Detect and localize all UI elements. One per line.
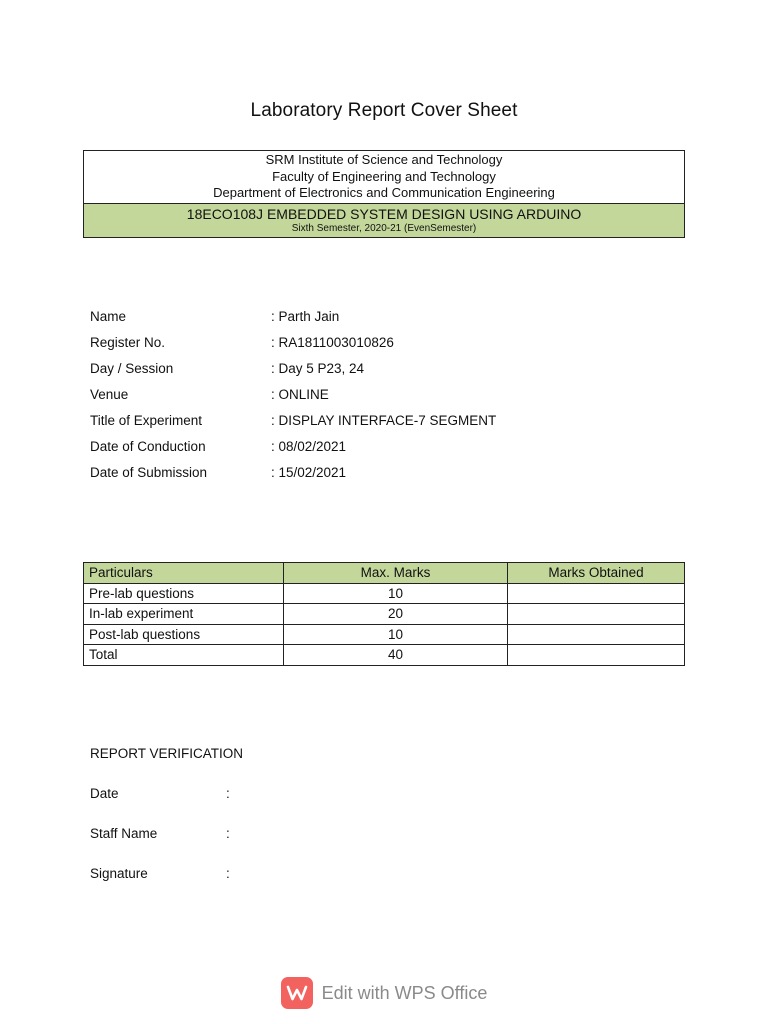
marks-obtained-cell: [508, 604, 685, 625]
verification-row-signature: [90, 866, 490, 886]
particulars-cell: Post-lab questions: [84, 624, 284, 645]
max-marks-cell: 40: [284, 645, 508, 666]
info-value: : ONLINE: [271, 386, 329, 402]
table-row: [84, 645, 685, 666]
info-row-register-no: [90, 329, 690, 355]
info-value: : 08/02/2021: [271, 438, 347, 454]
table-row: [84, 604, 685, 625]
department-name: Department of Electronics and Communication Engineering: [213, 185, 555, 200]
info-label: Name: [90, 308, 127, 324]
max-marks-cell: 20: [284, 604, 508, 625]
report-verification: [90, 746, 490, 886]
faculty-name: Faculty of Engineering and Technology: [272, 168, 496, 184]
table-row: [84, 583, 685, 604]
marks-table: [83, 562, 685, 666]
info-label: Date of Submission: [90, 464, 208, 480]
info-row-date-of-submission: [90, 459, 690, 485]
course-banner: [84, 203, 684, 237]
column-header-max-marks: Max. Marks: [284, 563, 508, 584]
wps-logo-icon[interactable]: [281, 977, 313, 1009]
institution-info: [84, 151, 684, 203]
marks-obtained-cell: [508, 624, 685, 645]
info-value: : DISPLAY INTERFACE-7 SEGMENT: [271, 412, 497, 428]
info-value: : RA1811003010826: [271, 334, 394, 350]
verification-label: Staff Name: [90, 826, 158, 841]
semester-label: Sixth Semester, 2020-21 (EvenSemester): [291, 222, 477, 234]
particulars-cell: Total: [84, 645, 284, 666]
table-row: [84, 624, 685, 645]
verification-label: Date: [90, 786, 119, 801]
info-label: Title of Experiment: [90, 412, 203, 428]
verification-row-staff-name: [90, 826, 490, 846]
student-info: [90, 303, 690, 485]
verification-label: Signature: [90, 866, 148, 881]
info-label: Register No.: [90, 334, 166, 350]
max-marks-cell: 10: [284, 583, 508, 604]
course-title: 18ECO108J EMBEDDED SYSTEM DESIGN USING ARDUINO: [186, 205, 582, 222]
column-header-marks-obtained: Marks Obtained: [508, 563, 685, 584]
info-value: : 15/02/2021: [271, 464, 347, 480]
verification-row-date: [90, 786, 490, 806]
info-label: Date of Conduction: [90, 438, 206, 454]
info-row-title-of-experiment: [90, 407, 690, 433]
info-value: : Parth Jain: [271, 308, 340, 324]
info-row-name: [90, 303, 690, 329]
verification-heading: REPORT VERIFICATION: [90, 746, 244, 761]
verification-colon: :: [226, 826, 230, 841]
table-header-row: [84, 563, 685, 584]
max-marks-cell: 10: [284, 624, 508, 645]
info-label: Day / Session: [90, 360, 174, 376]
marks-obtained-cell: [508, 583, 685, 604]
wps-edit-banner[interactable]: [0, 977, 768, 1009]
column-header-particulars: Particulars: [84, 563, 284, 584]
particulars-cell: In-lab experiment: [84, 604, 284, 625]
info-row-date-of-conduction: [90, 433, 690, 459]
institution-header-box: [83, 150, 685, 238]
institute-name: SRM Institute of Science and Technology: [265, 152, 503, 167]
info-value: : Day 5 P23, 24: [271, 360, 365, 376]
info-row-venue: [90, 381, 690, 407]
info-row-day-session: [90, 355, 690, 381]
verification-colon: :: [226, 786, 230, 801]
verification-colon: :: [226, 866, 230, 881]
particulars-cell: Pre-lab questions: [84, 583, 284, 604]
info-label: Venue: [90, 386, 129, 402]
page-title: Laboratory Report Cover Sheet: [250, 100, 518, 121]
wps-edit-link[interactable]: Edit with WPS Office: [321, 982, 488, 1003]
marks-obtained-cell: [508, 645, 685, 666]
